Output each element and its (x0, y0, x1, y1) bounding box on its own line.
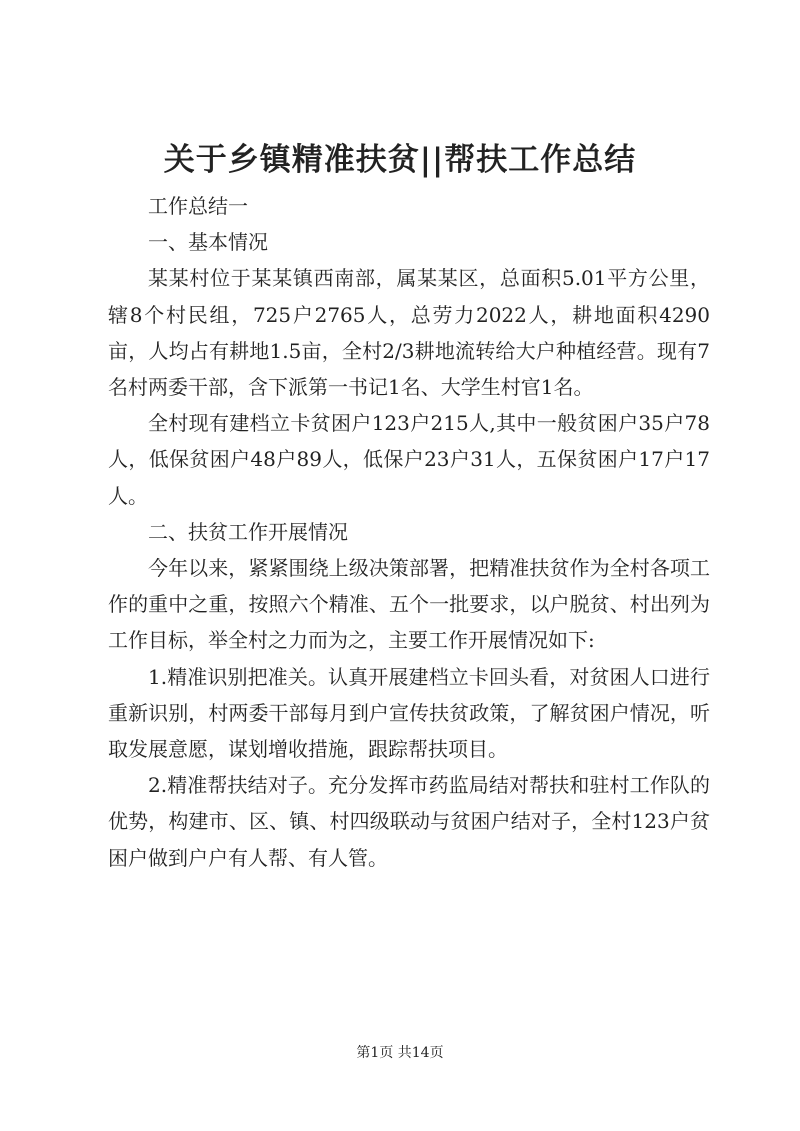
paragraph: 某某村位于某某镇西南部，属某某区，总面积5.01平方公里，辖8个村民组，725户2765人，总劳力2022人，耕地面积4290亩，人均占有耕地1.5亩，全村2/3耕地流转给大户种植经营。现有7名村两委干部，含下派第一书记1名、大学生村官1名。 (108, 266, 710, 400)
paragraph: 今年以来，紧紧围绕上级决策部署，把精准扶贫作为全村各项工作的重中之重，按照六个精准、五个一批要求，以户脱贫、村出列为工作目标，举全村之力而为之，主要工作开展情况如下: (108, 556, 710, 653)
document-title: 关于乡镇精准扶贫||帮扶工作总结 (163, 142, 637, 178)
page-number-footer: 第1页 共14页 (356, 1045, 444, 1061)
subsection-heading: 二、扶贫工作开展情况 (148, 519, 348, 544)
document-body (108, 188, 710, 876)
paragraph: 2.精准帮扶结对子。充分发挥市药监局结对帮扶和驻村工作队的优势，构建市、区、镇、村四级联动与贫困户结对子，全村123户贫困户做到户户有人帮、有人管。 (108, 773, 710, 870)
paragraph: 1.精准识别把准关。认真开展建档立卡回头看，对贫困人口进行重新识别，村两委干部每月到户宣传扶贫政策，了解贫困户情况，听取发展意愿，谋划增收措施，跟踪帮扶项目。 (108, 664, 710, 762)
paragraph: 全村现有建档立卡贫困户123户215人,其中一般贫困户35户78人，低保贫困户48户89人，低保户23户31人，五保贫困户17户17人。 (108, 411, 710, 508)
section-heading: 工作总结一 (148, 194, 248, 218)
subsection-heading: 一、基本情况 (148, 230, 268, 255)
